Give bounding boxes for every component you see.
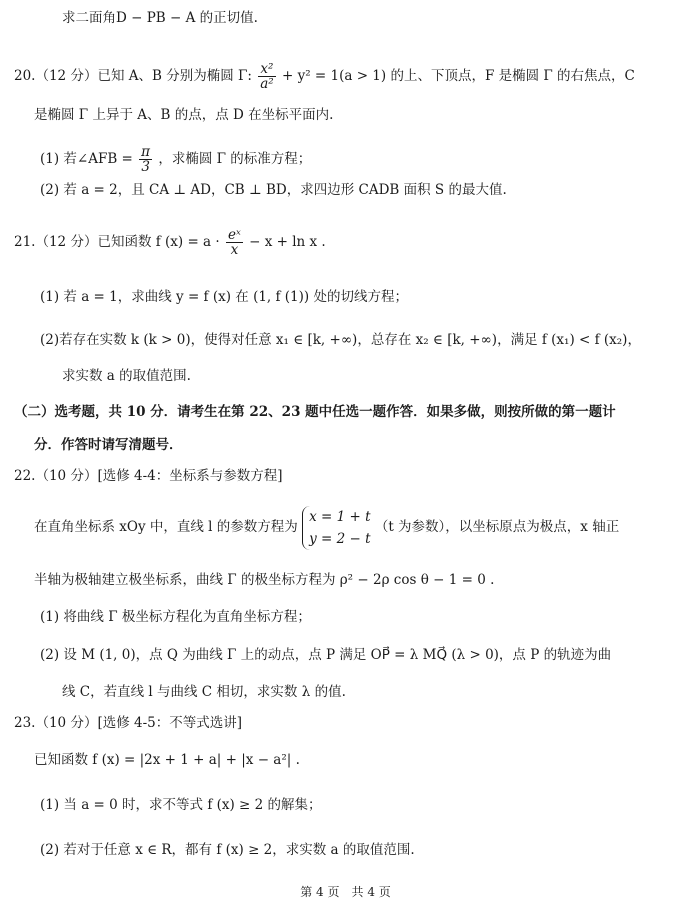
question-22-part-2: (2) 设 M (1, 0)，点 Q 为曲线 Γ 上的动点，点 P 满足 OP⃗ = λ MQ⃗ (λ > 0)，点 P 的轨迹为曲 <box>40 647 612 663</box>
fraction-numerator: x² <box>258 62 275 77</box>
page-footer: 第 4 页 共 4 页 <box>300 885 391 899</box>
question-22-title: 22.（10 分）[选修 4-4：坐标系与参数方程] <box>14 468 283 484</box>
parametric-system <box>302 506 370 550</box>
text-line: 线 C，若直线 l 与曲线 C 相切，求实数 λ 的值. <box>62 684 346 700</box>
question-21-label: 21.（12 分）已知函数 f (x) = a · <box>14 234 220 250</box>
stem-text: （t 为参数），以坐标原点为极点，x 轴正 <box>374 519 620 535</box>
question-21-part-1: (1) 若 a = 1，求曲线 y = f (x) 在 (1, f (1)) 处的切线方程； <box>40 289 408 305</box>
text-line: 是椭圆 Γ 上异于 A、B 的点，点 D 在坐标平面内. <box>34 107 334 123</box>
question-21-part-2: (2)若存在实数 k (k > 0)，使得对任意 x₁ ∈ [k, +∞)，总存在 x₂ ∈ [k, +∞)，满足 f (x₁) < f (x₂)， <box>40 332 641 348</box>
fraction <box>139 145 152 174</box>
system-row-2: y = 2 − t <box>309 530 371 547</box>
part-text: ，求椭圆 Γ 的标准方程； <box>158 151 312 167</box>
question-23-part-2: (2) 若对于任意 x ∈ R，都有 f (x) ≥ 2，求实数 a 的取值范围. <box>40 842 415 858</box>
fraction-numerator: π <box>141 144 151 160</box>
fraction <box>226 228 243 257</box>
fraction-denominator: a² <box>260 76 274 92</box>
question-20-label: 20.（12 分）已知 A、B 分别为椭圆 Γ: <box>14 68 252 84</box>
question-23-part-1: (1) 当 a = 0 时，求不等式 f (x) ≥ 2 的解集； <box>40 797 322 813</box>
question-21-equation: − x + ln x . <box>249 234 326 250</box>
question-22-part-1: (1) 将曲线 Γ 极坐标方程化为直角坐标方程； <box>40 609 311 625</box>
question-21-stem <box>14 228 326 257</box>
section-heading-continued: 分．作答时请写清题号． <box>34 437 183 453</box>
question-22-stem <box>34 505 619 550</box>
fraction-denominator: 3 <box>141 159 150 175</box>
text-line: 求实数 a 的取值范围. <box>62 368 191 384</box>
question-20-equation: + y² = 1(a > 1) 的上、下顶点，F 是椭圆 Γ 的右焦点，C <box>281 68 635 84</box>
question-20-part-1 <box>40 145 311 174</box>
fraction-denominator: x <box>230 242 239 258</box>
question-23-stem: 已知函数 f (x) = |2x + 1 + a| + |x − a²| . <box>34 752 300 768</box>
stem-text: 在直角坐标系 xOy 中，直线 l 的参数方程为 <box>34 519 298 535</box>
section-heading: （二）选考题，共 10 分．请考生在第 22、23 题中任选一题作答．如果多做，则按所做的第一题计 <box>14 404 616 420</box>
question-20-stem <box>14 62 635 91</box>
system-row-1: x = 1 + t <box>309 508 371 525</box>
text-line: 求二面角D − PB − A 的正切值. <box>62 10 258 26</box>
fraction-numerator: eˣ <box>228 227 241 243</box>
part-label: (1) 若∠AFB = <box>40 151 133 167</box>
text-line: 半轴为极轴建立极坐标系，曲线 Γ 的极坐标方程为 ρ² − 2ρ cos θ − 1 = 0 . <box>34 572 495 588</box>
fraction <box>258 62 275 91</box>
question-20-part-2: (2) 若 a = 2，且 CA ⊥ AD，CB ⊥ BD，求四边形 CADB 面积 S 的最大值. <box>40 182 507 198</box>
question-23-title: 23.（10 分）[选修 4-5：不等式选讲] <box>14 715 243 731</box>
